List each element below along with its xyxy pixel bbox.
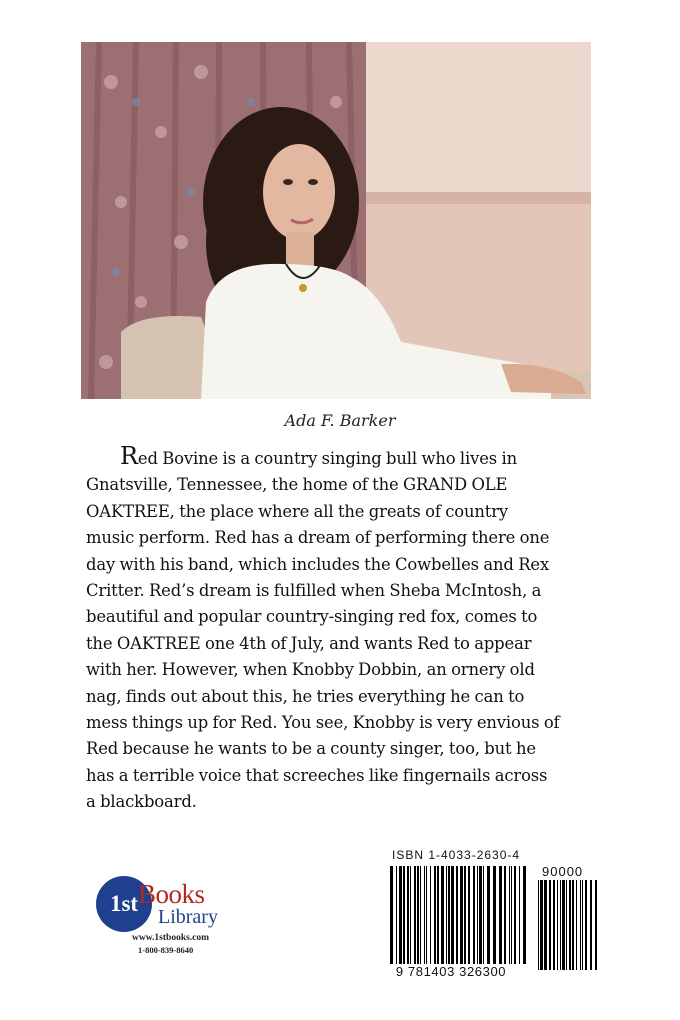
barcode-bar: [399, 866, 402, 970]
barcode-bar: [437, 866, 439, 970]
barcode-bar: [499, 866, 502, 970]
barcode-bar: [403, 866, 405, 970]
barcode-bar: [448, 866, 450, 970]
publisher-phone: 1-800-839-8640: [138, 945, 194, 955]
barcode-bar: [464, 866, 466, 970]
barcode-bar: [424, 866, 425, 970]
publisher-logo: [96, 876, 266, 966]
barcode-bar: [590, 880, 592, 970]
barcode-bar: [483, 866, 484, 970]
barcode-bar: [430, 866, 431, 970]
barcode-bar: [473, 866, 475, 970]
blurb-line: beautiful and popular country-singing red fox, comes to: [86, 607, 538, 627]
barcode-bar: [569, 880, 571, 970]
barcode-bar: [417, 866, 419, 970]
addon-digits: 90000: [542, 864, 584, 879]
ean-barcode: [388, 866, 528, 970]
author-caption: Ada F. Barker: [284, 411, 396, 430]
barcode-bar: [414, 866, 416, 970]
barcode-bar: [451, 866, 454, 970]
publisher-logo-sub: Library: [158, 906, 218, 928]
author-photo: [81, 42, 591, 399]
blurb-line: Critter. Red’s dream is fulfilled when Sheba McIntosh, a: [86, 581, 542, 601]
barcode-bar: [509, 866, 510, 970]
barcode-bar: [540, 880, 543, 970]
barcode-bar: [487, 866, 490, 970]
barcode-bar: [557, 880, 558, 970]
barcode-bar: [468, 866, 470, 970]
blurb-line: Gnatsville, Tennessee, the home of the GRAND OLE: [86, 475, 508, 495]
barcode-bar: [523, 866, 526, 970]
barcode-bar: [553, 880, 555, 970]
barcode-bar: [576, 880, 577, 970]
author-portrait-image: [81, 42, 591, 399]
blurb-line: Red Bovine is a country singing bull who lives in: [120, 442, 517, 470]
blurb-line: Red because he wants to be a county singer, too, but he: [86, 739, 536, 759]
barcode-bar: [560, 880, 561, 970]
barcode-bar: [511, 866, 512, 970]
barcode-bar: [566, 880, 567, 970]
barcode-bar: [538, 880, 539, 970]
blurb-line: the OAKTREE one 4th of July, and wants Red to appear: [86, 633, 532, 653]
blurb-line: a blackboard.: [86, 792, 197, 812]
barcode-bar: [479, 866, 482, 970]
barcode-bar: [456, 866, 458, 970]
publisher-logo-word: Books: [138, 879, 205, 909]
blurb-line: day with his band, which includes the Cowbelles and Rex: [86, 554, 550, 574]
barcode-bar: [446, 866, 447, 970]
publisher-url: www.1stbooks.com: [132, 933, 210, 943]
blurb-line: has a terrible voice that screeches like fingernails across: [86, 765, 548, 785]
barcode-bar: [549, 880, 551, 970]
barcode-bar: [420, 866, 421, 970]
blurb-line: OAKTREE, the place where all the greats of country: [86, 501, 509, 521]
barcode-bar: [504, 866, 506, 970]
barcode-bar: [595, 880, 597, 970]
barcode-bar: [562, 880, 565, 970]
barcode-bar: [410, 866, 411, 970]
barcode-bar: [572, 880, 574, 970]
addon-barcode: [536, 880, 600, 970]
barcode-bar: [441, 866, 444, 970]
barcode-bar: [407, 866, 409, 970]
barcode-bar: [426, 866, 427, 970]
back-cover-blurb: [86, 443, 610, 816]
blurb-line: nag, finds out about this, he tries everything he can to: [86, 686, 525, 706]
publisher-logo-mark: 1st: [96, 876, 152, 932]
barcode-bar: [544, 880, 547, 970]
barcode-bar: [396, 866, 397, 970]
blurb-line: with her. However, when Knobby Dobbin, an ornery old: [86, 660, 535, 680]
isbn-label: ISBN 1-4033-2630-4: [392, 848, 521, 862]
ean-digits: 9 781403 326300: [376, 964, 526, 979]
barcode-bar: [477, 866, 478, 970]
blurb-line: mess things up for Red. You see, Knobby is very envious of: [86, 713, 560, 733]
barcode-bar: [434, 866, 436, 970]
barcode-bar: [514, 866, 516, 970]
blurb-line: music perform. Red has a dream of performing there one: [86, 528, 550, 548]
barcode-bar: [582, 880, 583, 970]
barcode-bar: [460, 866, 463, 970]
barcode-bar: [493, 866, 496, 970]
barcode-bar: [519, 866, 520, 970]
barcode-bar: [580, 880, 581, 970]
barcode-bar: [585, 880, 587, 970]
barcode-bar: [390, 866, 393, 970]
